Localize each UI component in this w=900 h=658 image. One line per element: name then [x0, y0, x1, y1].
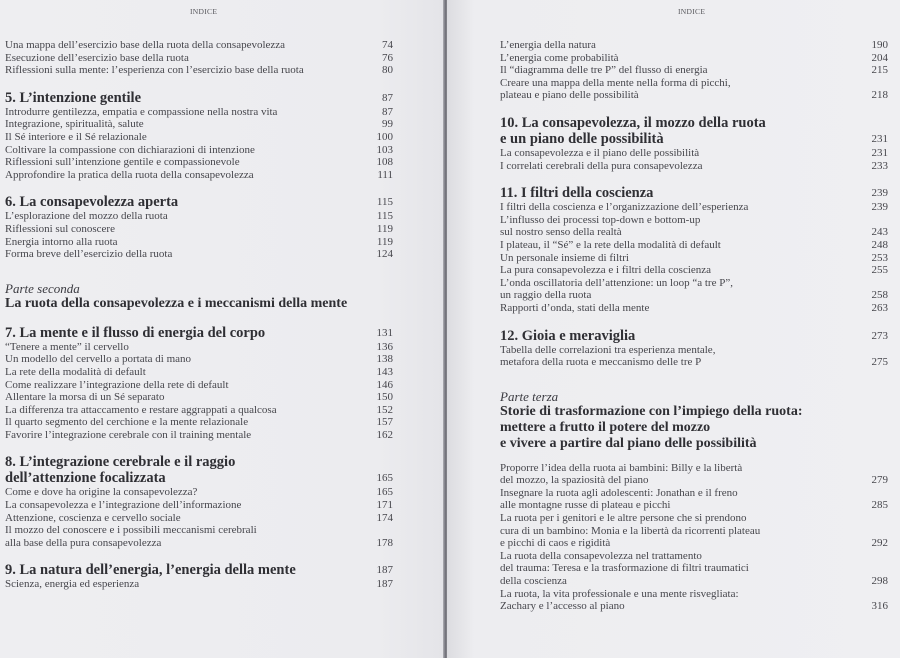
- entry-title: Integrazione, spiritualità, salute: [5, 118, 144, 131]
- entry-title: La consapevolezza e il piano delle possibilità: [500, 146, 700, 159]
- toc-entry[interactable]: [5, 156, 393, 169]
- part-label: Parte seconda: [5, 280, 80, 296]
- right-page: [447, 0, 900, 658]
- entry-page-number: 258: [871, 289, 888, 302]
- toc-entry[interactable]: [500, 160, 888, 173]
- chapter-page-number: 131: [376, 326, 393, 339]
- entry-page-number: 190: [871, 39, 888, 51]
- entry-page-number: 298: [871, 575, 888, 588]
- chapter-page-number: 231: [871, 132, 888, 145]
- running-head-left: INDICE: [190, 7, 218, 16]
- toc-entry[interactable]: [5, 429, 393, 442]
- toc-entry[interactable]: [5, 366, 393, 379]
- entry-title: La pura consapevolezza e i filtri della coscienza: [500, 264, 712, 277]
- entry-title: La rete della modalità di default: [5, 365, 146, 378]
- toc-entry[interactable]: [500, 512, 888, 550]
- toc-right: [500, 39, 888, 613]
- entry-page-number: 119: [376, 235, 393, 248]
- running-head-right: INDICE: [678, 7, 706, 16]
- toc-entry[interactable]: [5, 118, 393, 131]
- entry-page-number: 165: [376, 486, 393, 499]
- toc-entry[interactable]: [500, 214, 888, 239]
- toc-entry[interactable]: [500, 39, 888, 52]
- toc-entry[interactable]: [5, 512, 393, 525]
- entry-page-number: 146: [376, 378, 393, 391]
- entry-title: La ruota della consapevolezza nel trattamento del trauma: Teresa e la trasformazione di filtri traumatici della coscienza: [500, 549, 749, 588]
- entry-page-number: 178: [376, 536, 393, 549]
- entry-title: Il “diagramma delle tre P” del flusso di energia: [500, 64, 708, 77]
- entry-title: Favorire l’integrazione cerebrale con il training mentale: [5, 428, 252, 441]
- entry-title: La ruota per i genitori e le altre persone che si prendono cura di un bambino: Monia e la libertà da ricorrenti plateau e picchi di caos e rigidità: [500, 512, 761, 550]
- toc-entry[interactable]: [500, 264, 888, 277]
- entry-page-number: 285: [871, 499, 888, 512]
- entry-page-number: 253: [871, 251, 888, 264]
- chapter-title: 5. L’intenzione gentile: [5, 89, 142, 106]
- entry-title: L’energia come probabilità: [500, 51, 619, 64]
- entry-title: Coltivare la compassione con dichiarazioni di intenzione: [5, 143, 255, 156]
- entry-title: Proporre l’idea della ruota ai bambini: Billy e la libertà del mozzo, la spaziosità del piano: [500, 461, 743, 487]
- entry-page-number: 174: [376, 511, 393, 524]
- toc-entry[interactable]: [500, 201, 888, 214]
- chapter-title: 11. I filtri della coscienza: [500, 185, 654, 202]
- toc-left: [5, 39, 393, 591]
- toc-entry[interactable]: [5, 404, 393, 417]
- entry-title: Il Sé interiore e il Sé relazionale: [5, 130, 147, 143]
- entry-page-number: 152: [376, 403, 393, 416]
- entry-title: Insegnare la ruota agli adolescenti: Jonathan e il freno alle montagne russe di plateau e picchi: [500, 486, 738, 512]
- chapter-title: 12. Gioia e meraviglia: [500, 327, 636, 344]
- left-page: [0, 0, 445, 658]
- chapter-page-number: 87: [382, 91, 393, 104]
- entry-page-number: 124: [376, 248, 393, 261]
- toc-entry[interactable]: [500, 344, 888, 369]
- chapter-heading[interactable]: [5, 194, 393, 210]
- toc-entry[interactable]: [5, 341, 393, 354]
- entry-title: Introdurre gentilezza, empatia e compassione nella nostra vita: [5, 105, 278, 118]
- part-title: La ruota della consapevolezza e i meccanismi della mente: [5, 295, 348, 311]
- entry-page-number: 115: [376, 210, 393, 223]
- chapter-heading[interactable]: [500, 328, 888, 344]
- entry-title: Riflessioni sulla mente: l’esperienza con l’esercizio base della ruota: [5, 64, 304, 77]
- entry-page-number: 119: [376, 222, 393, 235]
- entry-page-number: 108: [376, 156, 393, 169]
- toc-entry[interactable]: [5, 248, 393, 261]
- entry-page-number: 243: [871, 226, 888, 239]
- entry-title: Esecuzione dell’esercizio base della ruota: [5, 51, 189, 64]
- toc-entry[interactable]: [500, 277, 888, 302]
- entry-page-number: 233: [871, 159, 888, 172]
- entry-title: La differenza tra attaccamento e restare aggrappati a qualcosa: [5, 403, 277, 416]
- entry-page-number: 255: [871, 264, 888, 277]
- entry-page-number: 80: [382, 64, 393, 77]
- chapter-heading[interactable]: [5, 454, 393, 486]
- entry-title: La ruota, la vita professionale e una mente risvegliata: Zachary e l’accesso al piano: [500, 587, 739, 613]
- chapter-title: 10. La consapevolezza, il mozzo della ruota e un piano delle possibilità: [500, 114, 766, 147]
- toc-entry[interactable]: [500, 462, 888, 487]
- entry-title: I correlati cerebrali della pura consapevolezza: [500, 159, 703, 172]
- entry-title: Attenzione, coscienza e cervello sociale: [5, 511, 181, 524]
- entry-title: Il mozzo del conoscere e i possibili meccanismi cerebrali alla base della pura consapevolezza: [5, 524, 257, 549]
- toc-entry[interactable]: [500, 52, 888, 65]
- entry-group: [500, 462, 888, 613]
- entry-title: I plateau, il “Sé” e la rete della modalità di default: [500, 238, 721, 251]
- toc-entry[interactable]: [5, 379, 393, 392]
- toc-entry[interactable]: [5, 391, 393, 404]
- entry-page-number: 275: [871, 356, 888, 369]
- part-label: Parte terza: [500, 388, 559, 404]
- entry-page-number: 215: [871, 64, 888, 77]
- chapter-title: 9. La natura dell’energia, l’energia della mente: [5, 562, 296, 579]
- toc-entry[interactable]: [5, 169, 393, 182]
- toc-entry[interactable]: [5, 524, 393, 549]
- entry-group: [5, 39, 393, 77]
- entry-title: “Tenere a mente” il cervello: [5, 340, 129, 353]
- entry-title: Come realizzare l’integrazione della rete di default: [5, 378, 229, 391]
- entry-title: Energia intorno alla ruota: [5, 235, 118, 248]
- toc-entry[interactable]: [5, 39, 393, 52]
- entry-title: L’esplorazione del mozzo della ruota: [5, 210, 168, 223]
- chapter-heading[interactable]: [5, 90, 393, 106]
- chapter-heading[interactable]: [5, 325, 393, 341]
- entry-title: Creare una mappa della mente nella forma di picchi, plateau e piano delle possibilità: [500, 76, 731, 102]
- entry-page-number: 279: [871, 474, 888, 487]
- chapter-heading[interactable]: [5, 562, 393, 578]
- toc-entry[interactable]: [5, 52, 393, 65]
- entry-page-number: 157: [376, 416, 393, 429]
- entry-title: Forma breve dell’esercizio della ruota: [5, 248, 173, 261]
- entry-page-number: 204: [871, 51, 888, 64]
- chapter-page-number: 187: [376, 564, 393, 577]
- toc-entry[interactable]: [500, 239, 888, 252]
- entry-page-number: 103: [376, 143, 393, 156]
- entry-title: Rapporti d’onda, stati della mente: [500, 301, 650, 314]
- entry-group: [500, 39, 888, 102]
- chapter-title: 7. La mente e il flusso di energia del corpo: [5, 324, 266, 341]
- entry-title: Riflessioni sul conoscere: [5, 222, 115, 235]
- toc-entry[interactable]: [5, 144, 393, 157]
- toc-entry[interactable]: [5, 106, 393, 119]
- chapter-title: 6. La consapevolezza aperta: [5, 194, 179, 211]
- entry-title: Come e dove ha origine la consapevolezza?: [5, 486, 198, 499]
- chapter-page-number: 239: [871, 187, 888, 200]
- entry-page-number: 136: [376, 340, 393, 353]
- entry-page-number: 87: [382, 105, 393, 118]
- toc-entry[interactable]: [500, 487, 888, 512]
- entry-title: Il quarto segmento del cerchione e la mente relazionale: [5, 416, 249, 429]
- entry-title: Scienza, energia ed esperienza: [5, 578, 140, 591]
- chapter-title: 8. L’integrazione cerebrale e il raggio dell’attenzione focalizzata: [5, 454, 236, 487]
- toc-entry[interactable]: [5, 578, 393, 591]
- chapter-page-number: 115: [376, 196, 393, 209]
- entry-page-number: 99: [382, 118, 393, 131]
- toc-entry[interactable]: [500, 147, 888, 160]
- entry-title: L’onda oscillatoria dell’attenzione: un loop “a tre P”, un raggio della ruota: [500, 276, 733, 302]
- toc-entry[interactable]: [5, 131, 393, 144]
- toc-entry[interactable]: [5, 416, 393, 429]
- entry-title: Tabella delle correlazioni tra esperienza mentale, metafora della ruota e meccanismo delle tre P: [500, 343, 716, 369]
- chapter-page-number: 165: [376, 472, 393, 485]
- toc-entry[interactable]: [5, 486, 393, 499]
- entry-page-number: 74: [382, 39, 393, 51]
- entry-page-number: 100: [376, 130, 393, 143]
- entry-page-number: 231: [871, 146, 888, 159]
- entry-page-number: 138: [376, 353, 393, 366]
- part-title: Storie di trasformazione con l’impiego della ruota: mettere a frutto il potere del mozzo e vivere a partire dal piano delle possibilità: [500, 403, 803, 451]
- toc-entry[interactable]: [500, 588, 888, 613]
- toc-entry[interactable]: [500, 252, 888, 265]
- toc-entry[interactable]: [5, 210, 393, 223]
- entry-title: Riflessioni sull’intenzione gentile e compassionevole: [5, 156, 240, 169]
- toc-entry[interactable]: [500, 77, 888, 102]
- entry-page-number: 218: [871, 89, 888, 102]
- toc-entry[interactable]: [5, 236, 393, 249]
- entry-title: L’influsso dei processi top-down e bottom-up sul nostro senso della realtà: [500, 213, 701, 239]
- entry-page-number: 248: [871, 238, 888, 251]
- entry-page-number: 150: [376, 391, 393, 404]
- entry-title: Un personale insieme di filtri: [500, 251, 629, 264]
- entry-page-number: 316: [871, 600, 888, 613]
- entry-title: Approfondire la pratica della ruota della consapevolezza: [5, 168, 254, 181]
- toc-entry[interactable]: [5, 64, 393, 77]
- entry-page-number: 239: [871, 201, 888, 214]
- entry-title: L’energia della natura: [500, 39, 596, 51]
- entry-page-number: 111: [377, 168, 393, 181]
- toc-entry[interactable]: [5, 353, 393, 366]
- entry-page-number: 171: [376, 499, 393, 512]
- toc-entry[interactable]: [500, 302, 888, 315]
- entry-page-number: 292: [871, 537, 888, 550]
- entry-title: Una mappa dell’esercizio base della ruota della consapevolezza: [5, 39, 286, 51]
- toc-entry[interactable]: [5, 499, 393, 512]
- entry-page-number: 187: [376, 578, 393, 591]
- chapter-page-number: 273: [871, 329, 888, 342]
- entry-title: La consapevolezza e l’integrazione dell’informazione: [5, 499, 242, 512]
- entry-title: Allentare la morsa di un Sé separato: [5, 391, 165, 404]
- entry-page-number: 162: [376, 428, 393, 441]
- toc-entry[interactable]: [500, 550, 888, 588]
- chapter-heading[interactable]: [500, 115, 888, 147]
- entry-page-number: 143: [376, 365, 393, 378]
- toc-entry[interactable]: [500, 64, 888, 77]
- entry-title: I filtri della coscienza e l’organizzazione dell’esperienza: [500, 201, 749, 214]
- chapter-heading[interactable]: [500, 185, 888, 201]
- entry-title: Un modello del cervello a portata di mano: [5, 353, 192, 366]
- toc-entry[interactable]: [5, 223, 393, 236]
- entry-page-number: 76: [382, 51, 393, 64]
- entry-page-number: 263: [871, 301, 888, 314]
